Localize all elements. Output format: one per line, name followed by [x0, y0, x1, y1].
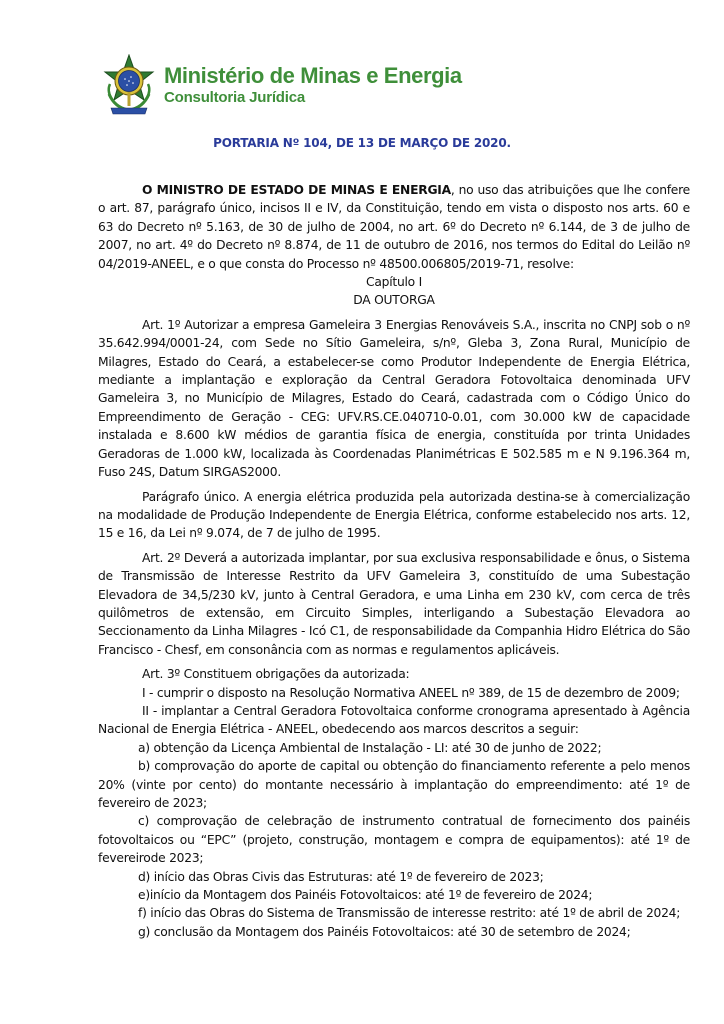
preamble-lead: O MINISTRO DE ESTADO DE MINAS E ENERGIA	[142, 183, 451, 197]
brazil-coat-of-arms-icon	[101, 54, 157, 116]
page-header	[101, 52, 661, 122]
item-ii: II - implantar a Central Geradora Fotovoltaica conforme cronograma apresentado à Agência Nacional de Energia Elétrica - ANEEL, obedecendo aos marcos descritos a seguir:	[98, 703, 690, 737]
preamble	[98, 181, 690, 273]
subitem-f: f) início das Obras do Sistema de Transmissão de interesse restrito: até 1º de abril de 2024;	[138, 906, 681, 921]
subitem-c: c) comprovação de celebração de instrumento contratual de fornecimento dos painéis fotovoltaicos ou “EPC” (projeto, construção, montagem e compra de equipamentos): até 1º de fevereirode 2023;	[98, 814, 690, 866]
subitem-e: e)início da Montagem dos Painéis Fotovoltaicos: até 1º de fevereiro de 2024;	[138, 888, 593, 903]
article-2: Art. 2º Deverá a autorizada implantar, por sua exclusiva responsabilidade e ônus, o Sistema de Transmissão de Interesse Restrito da UFV Gameleira 3, constituído de uma Subestação Elevadora de 34,5/230 kV, junto à Central Geradora, e uma Linha em 230 kV, com cerca de três quilômetros de extensão, em Circuito Simples, interligando a Subestação Elevadora ao Seccionamento da Linha Milagres - Icó C1, de responsabilidade da Companhia Hidro Elétrica do São Francisco - Chesf, em consonância com as normas e regulamentos aplicáveis.	[98, 550, 690, 657]
chapter-title: DA OUTORGA	[353, 293, 435, 308]
org-block	[164, 64, 462, 107]
article-1: Art. 1º Autorizar a empresa Gameleira 3 Energias Renováveis S.A., inscrita no CNPJ sob o nº 35.642.994/0001-24, com Sede no Sítio Gameleira, s/nº, Gleba 3, Zona Rural, Município de Milagres, Estado do Ceará, a estabelecer-se como Produtor Independente de Energia Elétrica, mediante a implantação e exploração da Central Geradora Fotovoltaica denominada UFV Gameleira 3, no Município de Milagres, Estado do Ceará, cadastrada com o Código Único do Empreendimento de Geração - CEG: UFV.RS.CE.040710-0.01, com 30.000 kW de capacidade instalada e 8.600 kW médios de garantia física de energia, constituída por trinta Unidades Geradoras de 1.000 kW, localizada às Coordenadas Planimétricas E 502.585 m e N 9.196.364 m, Fuso 24S, Datum SIRGAS2000.	[98, 317, 690, 480]
subitem-d: d) início das Obras Civis das Estruturas: até 1º de fevereiro de 2023;	[138, 869, 544, 884]
org-name: Ministério de Minas e Energia	[164, 63, 462, 88]
document-body	[98, 181, 690, 941]
subitem-g: g) conclusão da Montagem dos Painéis Fotovoltaicos: até 30 de setembro de 2024;	[138, 924, 631, 939]
preamble-text: , no uso das atribuições que lhe confere o art. 87, parágrafo único, incisos II e IV, da Constituição, tendo em vista o disposto nos arts. 60 e 63 do Decreto nº 5.163, de 30 de julho de 2004, no art. 6º do Decreto nº 6.144, de 3 de julho de 2007, no art. 4º do Decreto nº 8.874, de 11 de outubro de 2016, nos termos do Edital do Leilão nº 04/2019-ANEEL, e o que consta do Processo nº 48500.006805/2019-71, resolve:	[98, 183, 690, 271]
article-3: Art. 3º Constituem obrigações da autorizada:	[142, 667, 410, 682]
document-title: PORTARIA Nº 104, DE 13 DE MARÇO DE 2020.	[213, 136, 511, 150]
item-i: I - cumprir o disposto na Resolução Normativa ANEEL nº 389, de 15 de dezembro de 2009;	[142, 685, 680, 700]
org-unit: Consultoria Jurídica	[164, 89, 306, 106]
subitem-a: a) obtenção da Licença Ambiental de Instalação - LI: até 30 de junho de 2022;	[138, 740, 602, 755]
chapter-number: Capítulo I	[366, 275, 422, 290]
single-paragraph: Parágrafo único. A energia elétrica produzida pela autorizada destina-se à comercialização na modalidade de Produção Independente de Energia Elétrica, conforme estabelecido nos arts. 12, 15 e 16, da Lei nº 9.074, de 7 de julho de 1995.	[98, 489, 690, 541]
subitem-b: b) comprovação do aporte de capital ou obtenção do financiamento referente a pelo menos 20% (vinte por cento) do montante necessário à implantação do empreendimento: até 1º de fevereiro de 2023;	[98, 759, 690, 810]
